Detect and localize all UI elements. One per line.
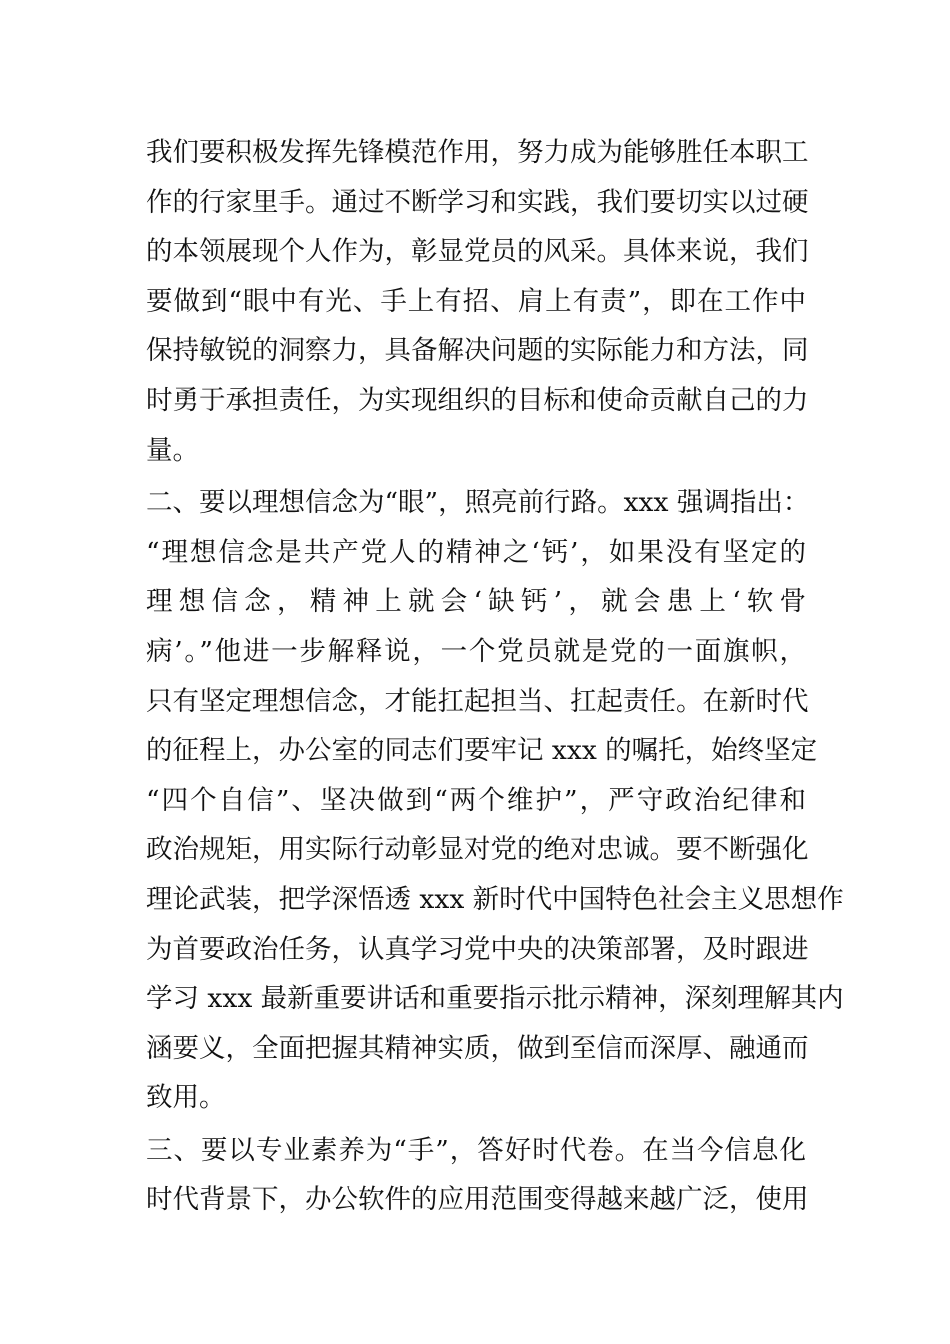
text-line: 要做到“眼中有光、手上有招、肩上有责”，即在工作中 (146, 285, 806, 317)
text-line: 理想信念，精神上就会‘缺钙’，就会患上‘软骨 (146, 586, 806, 618)
text-line: 二、要以理想信念为“眼”，照亮前行路。xxx 强调指出： (146, 487, 810, 519)
text-line: “四个自信”、坚决做到“两个维护”，严守政治纪律和 (146, 784, 806, 816)
text-line: “理想信念是共产党人的精神之‘钙’，如果没有坚定的 (146, 536, 806, 568)
paragraph-3 (146, 1126, 809, 1225)
paragraph-1 (146, 128, 809, 475)
text-line: 学习 xxx 最新重要讲话和重要指示批示精神，深刻理解其内 (146, 983, 844, 1015)
paragraph-2 (146, 478, 844, 1123)
text-line: 时代背景下，办公软件的应用范围变得越来越广泛，使用 (146, 1184, 809, 1216)
text-line: 病’。”他进一步解释说，一个党员就是党的一面旗帜， (146, 635, 806, 667)
text-line: 作的行家里手。通过不断学习和实践，我们要切实以过硬 (146, 186, 809, 218)
text-line: 三、要以专业素养为“手”，答好时代卷。在当今信息化 (146, 1134, 806, 1166)
text-line: 只有坚定理想信念，才能扛起担当、扛起责任。在新时代 (146, 685, 809, 717)
text-line: 涵要义，全面把握其精神实质，做到至信而深厚、融通而 (146, 1032, 809, 1064)
text-line: 政治规矩，用实际行动彰显对党的绝对忠诚。要不断强化 (146, 834, 809, 866)
text-line: 致用。 (146, 1082, 226, 1114)
text-line: 为首要政治任务，认真学习党中央的决策部署，及时跟进 (146, 933, 809, 965)
text-line: 量。 (146, 434, 199, 466)
text-line: 保持敏锐的洞察力，具备解决问题的实际能力和方法，同 (146, 335, 809, 367)
text-line: 的本领展现个人作为，彰显党员的风采。具体来说，我们 (146, 236, 809, 268)
text-line: 的征程上，办公室的同志们要牢记 xxx 的嘱托，始终坚定 (146, 735, 818, 767)
text-line: 我们要积极发挥先锋模范作用，努力成为能够胜任本职工 (146, 137, 809, 168)
document-body (146, 128, 844, 1225)
text-line: 理论武装，把学深悟透 xxx 新时代中国特色社会主义思想作 (146, 883, 844, 915)
text-line: 时勇于承担责任，为实现组织的目标和使命贡献自己的力 (146, 384, 809, 416)
